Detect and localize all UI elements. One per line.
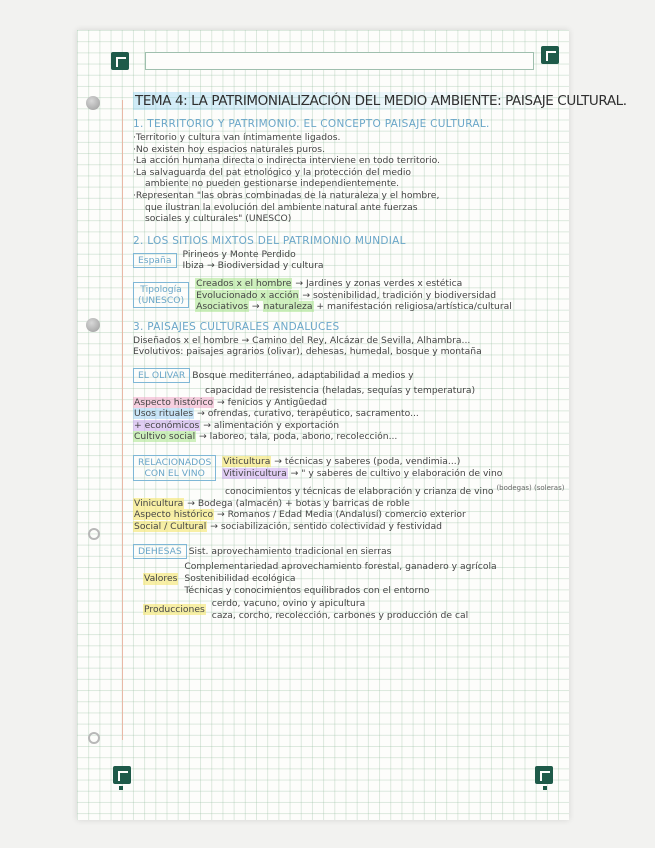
- producciones-items: [212, 598, 468, 621]
- olivar-item: [133, 431, 563, 443]
- olivar-text: → ofrendas, curativo, terapéutico, sacramento...: [194, 408, 419, 420]
- vino-text: → " y saberes de cultivo y elaboración de vino: [287, 467, 503, 479]
- producciones-item: caza, corcho, recolección, carbones y producción de cal: [211, 609, 469, 621]
- s1-line: ·La salvaguarda del pat etnológico y la protección del medio: [133, 166, 412, 178]
- valores-items: [184, 561, 496, 596]
- olivar-head: [133, 368, 563, 383]
- vino-tag: Vitivinicultura: [223, 467, 287, 479]
- vino-tag: Vinicultura: [134, 497, 184, 509]
- olivar-text: → alimentación y exportación: [200, 419, 340, 431]
- s1-line: ·No existen hoy espacios naturales puros.: [133, 143, 325, 155]
- vino-label-line: RELACIONADOS: [138, 456, 212, 468]
- binder-hole-icon: [86, 96, 100, 110]
- valores-item: Técnicas y conocimientos equilibrados con el entorno: [184, 584, 430, 596]
- olivar-text: → laboreo, tala, poda, abono, recolección...: [196, 431, 398, 443]
- dehesas-head: [133, 544, 563, 559]
- tipologia-item: [195, 278, 512, 290]
- margin-line: [122, 100, 123, 740]
- espana-item: Pirineos y Monte Perdido: [182, 248, 296, 260]
- binder-hole-icon: [86, 318, 100, 332]
- olivar-block: [133, 368, 563, 443]
- tipologia-label: [133, 282, 189, 308]
- corner-mark-icon: [119, 786, 123, 790]
- vino-item: [222, 456, 502, 468]
- valores-group: [133, 561, 563, 596]
- tipologia-text: + manifestación religiosa/artística/cultural: [313, 301, 512, 313]
- olivar-desc: capacidad de resistencia (heladas, sequías y temperatura): [205, 384, 476, 396]
- olivar-label: EL OLIVAR: [133, 368, 190, 383]
- vino-item: [133, 509, 563, 521]
- tipologia-tag: Evolucionado x acción: [196, 289, 299, 301]
- vino-items: [222, 456, 502, 479]
- tipologia-tag: Creados x el hombre: [196, 277, 292, 289]
- vino-head: [133, 455, 563, 481]
- olivar-item: [133, 408, 563, 420]
- dehesas-block: [133, 544, 563, 621]
- espana-group: [133, 249, 563, 272]
- dehesas-label: DEHESAS: [133, 544, 187, 559]
- valores-item: Complementariedad aprovechamiento forestal, ganadero y agrícola: [184, 561, 497, 573]
- vino-tag: Social / Cultural: [134, 520, 207, 532]
- notebook-logo-icon: [111, 52, 129, 70]
- s1-line: ·La acción humana directa o indirecta interviene en todo territorio.: [133, 155, 440, 167]
- tipologia-tag: Asociativos: [196, 301, 248, 313]
- s1-line: sociales y culturales" (UNESCO): [145, 213, 292, 225]
- corner-mark-icon: [543, 786, 547, 790]
- producciones-group: [133, 598, 563, 621]
- vino-item: [133, 521, 563, 533]
- vino-line-text: conocimientos y técnicas de elaboración y crianza de vino: [225, 485, 494, 497]
- producciones-label: Producciones: [144, 603, 205, 615]
- valores-item: Sostenibilidad ecológica: [184, 572, 296, 584]
- binder-hole-icon: [88, 732, 100, 744]
- olivar-tag: + económicos: [134, 419, 200, 431]
- section-1-title: 1. TERRITORIO Y PATRIMONIO. EL CONCEPTO PAISAJE CULTURAL.: [133, 118, 490, 130]
- vino-text: → Bodega (almacén) + botas y barricas de roble: [184, 497, 410, 509]
- olivar-text: → fenicios y Antigüedad: [214, 396, 328, 408]
- tipologia-text: →: [249, 301, 263, 313]
- s3-line: Diseñados x el hombre → Camino del Rey, Alcázar de Sevilla, Alhambra...: [133, 334, 471, 346]
- vino-item: [222, 468, 502, 480]
- vino-block: [133, 455, 563, 532]
- tipologia-item: [195, 290, 512, 302]
- header-box: [145, 52, 534, 70]
- espana-item: Ibiza → Biodiversidad y cultura: [182, 260, 324, 272]
- tipologia-label-line: (UNESCO): [138, 295, 185, 307]
- section-2-title: 2. LOS SITIOS MIXTOS DEL PATRIMONIO MUNDIAL: [133, 234, 406, 247]
- s1-line: ambiente no pueden gestionarse independientemente.: [145, 178, 400, 190]
- olivar-desc: Bosque mediterráneo, adaptabilidad a medios y: [192, 369, 414, 381]
- vino-tag: Viticultura: [223, 456, 271, 468]
- tipologia-group: [133, 278, 563, 313]
- vino-item: [133, 498, 563, 510]
- s1-line: ·Territorio y cultura van íntimamente ligados.: [133, 132, 341, 143]
- tipologia-tag: naturaleza: [263, 301, 313, 313]
- espana-items: [183, 249, 324, 272]
- tipologia-text: → sostenibilidad, tradición y biodiversidad: [299, 289, 497, 301]
- olivar-tag: Aspecto histórico: [134, 396, 214, 408]
- tipologia-item: [195, 301, 512, 313]
- valores-label: Valores: [144, 572, 178, 584]
- producciones-item: cerdo, vacuno, ovino y apicultura: [211, 598, 366, 610]
- vino-tag: Aspecto histórico: [134, 509, 214, 521]
- page-title: TEMA 4: LA PATRIMONIALIZACIÓN DEL MEDIO AMBIENTE: PAISAJE CULTURAL.: [135, 93, 627, 109]
- vino-text: → sociabilización, sentido colectividad y festividad: [207, 520, 442, 532]
- notes-content: [133, 92, 627, 623]
- s1-line: ·Representan "las obras combinadas de la naturaleza y el hombre,: [133, 189, 440, 201]
- olivar-item: [133, 397, 563, 409]
- vino-label: [133, 455, 216, 481]
- tipologia-label-line: Tipología: [140, 284, 182, 296]
- dehesas-desc: Sist. aprovechamiento tradicional en sierras: [188, 546, 392, 558]
- vino-label-line: CON EL VINO: [144, 467, 205, 479]
- vino-text: → Romanos / Edad Media (Andalusí) comercio exterior: [214, 509, 466, 521]
- notebook-logo-icon: [113, 766, 131, 784]
- vino-line: [133, 483, 563, 498]
- section-3-title: 3. PAISAJES CULTURALES ANDALUCES: [133, 320, 340, 333]
- notebook-page: [77, 30, 627, 820]
- vino-text: → técnicas y saberes (poda, vendimia...): [271, 456, 461, 468]
- olivar-tag: Usos rituales: [134, 408, 194, 420]
- espana-label: España: [133, 253, 177, 268]
- s1-line: que ilustran la evolución del ambiente natural ante fuerzas: [145, 201, 418, 213]
- olivar-tag: Cultivo social: [134, 431, 196, 443]
- vino-line-note: (bodegas) (soleras): [496, 483, 565, 492]
- tipologia-text: → Jardines y zonas verdes x estética: [292, 277, 463, 289]
- s3-line: Evolutivos: paisajes agrarios (olivar), dehesas, humedal, bosque y montaña: [133, 346, 482, 358]
- notebook-logo-icon: [535, 766, 553, 784]
- tipologia-items: [195, 278, 512, 313]
- olivar-item: [133, 420, 563, 432]
- binder-hole-icon: [88, 528, 100, 540]
- notebook-logo-icon: [541, 46, 559, 64]
